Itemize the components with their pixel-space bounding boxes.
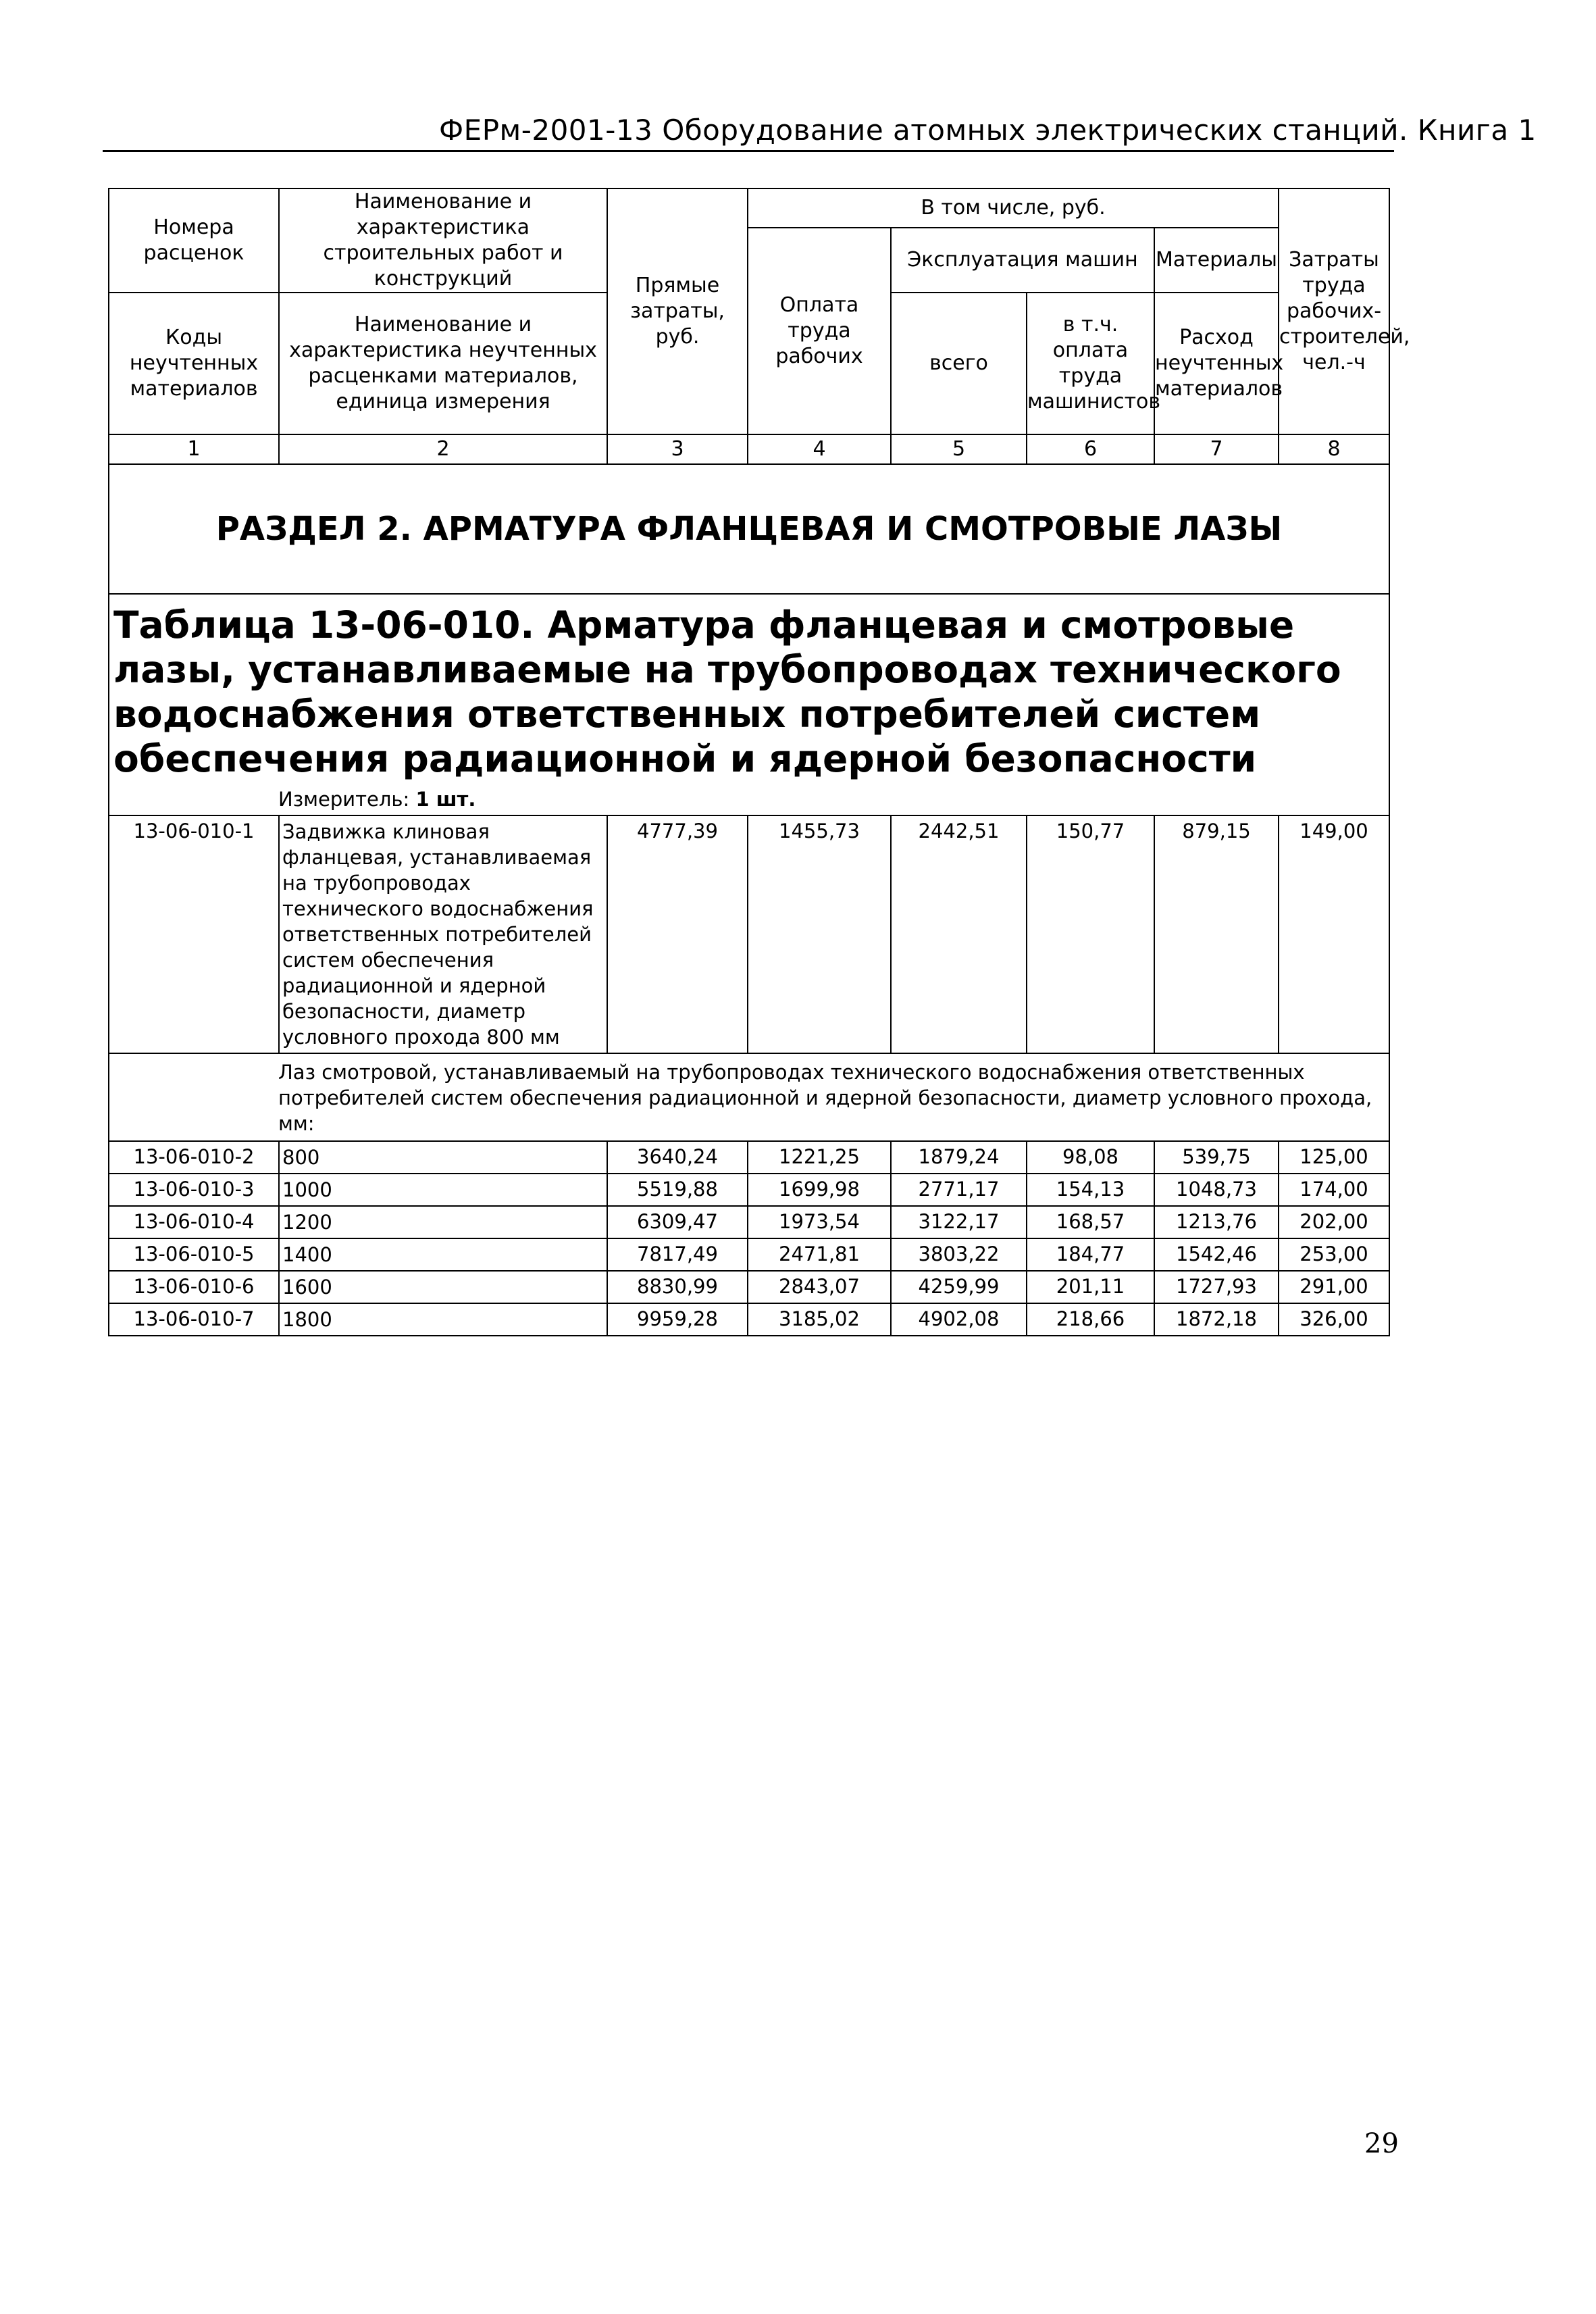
direct-costs: 8830,99 <box>607 1271 748 1303</box>
materials: 1872,18 <box>1154 1303 1279 1336</box>
group-row <box>109 1053 1389 1141</box>
machines-total: 4902,08 <box>891 1303 1027 1336</box>
header-work-name: Наименование и характеристика строительных работ и конструкций <box>279 188 607 293</box>
worker-pay: 1455,73 <box>748 815 891 1053</box>
section-title: РАЗДЕЛ 2. АРМАТУРА ФЛАНЦЕВАЯ И СМОТРОВЫЕ ЛАЗЫ <box>109 464 1389 594</box>
table-title: Таблица 13-06-010. Арматура фланцевая и смотровые лазы, устанавливаемые на трубопроводах технического водоснабжения ответственных потребителей систем обеспечения радиационной и ядерной безопасности <box>109 594 1389 781</box>
direct-costs: 6309,47 <box>607 1206 748 1238</box>
header-material-codes: Коды неучтенных материалов <box>109 293 279 434</box>
labor-costs: 326,00 <box>1279 1303 1389 1336</box>
col-number: 4 <box>748 434 891 464</box>
worker-pay: 1221,25 <box>748 1141 891 1174</box>
header-material-names: Наименование и характеристика неучтенных расценками материалов, единица измерения <box>279 293 607 434</box>
header-materials: Материалы <box>1154 228 1279 293</box>
page-number: 29 <box>1364 2128 1399 2159</box>
machines-total: 3122,17 <box>891 1206 1027 1238</box>
rates-table <box>108 188 1410 1336</box>
rate-code: 13-06-010-2 <box>109 1141 279 1174</box>
operator-pay: 150,77 <box>1027 815 1154 1053</box>
rate-code: 13-06-010-3 <box>109 1174 279 1206</box>
operator-pay: 184,77 <box>1027 1238 1154 1271</box>
column-number-row <box>109 434 1389 464</box>
operator-pay: 154,13 <box>1027 1174 1154 1206</box>
operator-pay: 98,08 <box>1027 1141 1154 1174</box>
machines-total: 4259,99 <box>891 1271 1027 1303</box>
labor-costs: 125,00 <box>1279 1141 1389 1174</box>
worker-pay: 1699,98 <box>748 1174 891 1206</box>
materials: 879,15 <box>1154 815 1279 1053</box>
rate-name: 1400 <box>279 1238 607 1271</box>
rate-code: 13-06-010-7 <box>109 1303 279 1336</box>
header-labor-costs: Затраты труда рабочих-строителей, чел.-ч <box>1279 188 1389 434</box>
header-machines-total: всего <box>891 293 1027 434</box>
table-row <box>109 1174 1389 1206</box>
rate-name: Задвижка клиновая фланцевая, устанавливаемая на трубопроводах технического водоснабжения ответственных потребителей систем обеспечения радиационной и ядерной безопасности, диаметр условного прохода 800 мм <box>279 815 607 1053</box>
operator-pay: 201,11 <box>1027 1271 1154 1303</box>
rate-code: 13-06-010-4 <box>109 1206 279 1238</box>
measure-row <box>109 781 1389 815</box>
table-row <box>109 1238 1389 1271</box>
header-rate-numbers: Номера расценок <box>109 188 279 293</box>
header-row-1 <box>109 188 1389 228</box>
machines-total: 1879,24 <box>891 1141 1027 1174</box>
direct-costs: 5519,88 <box>607 1174 748 1206</box>
labor-costs: 149,00 <box>1279 815 1389 1053</box>
materials: 1213,76 <box>1154 1206 1279 1238</box>
rate-code: 13-06-010-6 <box>109 1271 279 1303</box>
table-row <box>109 815 1389 1053</box>
worker-pay: 3185,02 <box>748 1303 891 1336</box>
rate-code: 13-06-010-5 <box>109 1238 279 1271</box>
page-header-title: ФЕРм-2001-13 Оборудование атомных электрических станций. Книга 1 <box>439 114 1537 147</box>
direct-costs: 9959,28 <box>607 1303 748 1336</box>
machines-total: 3803,22 <box>891 1238 1027 1271</box>
worker-pay: 1973,54 <box>748 1206 891 1238</box>
table-row <box>109 1206 1389 1238</box>
rate-name: 1800 <box>279 1303 607 1336</box>
group-description: Лаз смотровой, устанавливаемый на трубопроводах технического водоснабжения ответственных потребителей систем обеспечения радиационной и ядерной безопасности, диаметр условного прохода, мм: <box>109 1053 1389 1141</box>
header-worker-pay: Оплата труда рабочих <box>748 228 891 434</box>
col-number: 2 <box>279 434 607 464</box>
labor-costs: 174,00 <box>1279 1174 1389 1206</box>
rate-name: 1000 <box>279 1174 607 1206</box>
labor-costs: 202,00 <box>1279 1206 1389 1238</box>
rate-name: 1600 <box>279 1271 607 1303</box>
measure-label: Измеритель: <box>278 788 410 811</box>
section-row <box>109 464 1389 594</box>
rate-name: 800 <box>279 1141 607 1174</box>
direct-costs: 3640,24 <box>607 1141 748 1174</box>
rate-code: 13-06-010-1 <box>109 815 279 1053</box>
col-number: 8 <box>1279 434 1389 464</box>
header-direct-costs: Прямые затраты, руб. <box>607 188 748 434</box>
table-row <box>109 1271 1389 1303</box>
header-rule <box>103 150 1394 152</box>
table-title-row <box>109 594 1389 781</box>
header-operator-pay: в т.ч. оплата труда машинистов <box>1027 293 1154 434</box>
header-including: В том числе, руб. <box>748 188 1279 228</box>
labor-costs: 253,00 <box>1279 1238 1389 1271</box>
labor-costs: 291,00 <box>1279 1271 1389 1303</box>
materials: 1048,73 <box>1154 1174 1279 1206</box>
operator-pay: 168,57 <box>1027 1206 1154 1238</box>
col-number: 1 <box>109 434 279 464</box>
header-machines: Эксплуатация машин <box>891 228 1154 293</box>
col-number: 3 <box>607 434 748 464</box>
direct-costs: 7817,49 <box>607 1238 748 1271</box>
materials: 539,75 <box>1154 1141 1279 1174</box>
worker-pay: 2471,81 <box>748 1238 891 1271</box>
materials: 1542,46 <box>1154 1238 1279 1271</box>
materials: 1727,93 <box>1154 1271 1279 1303</box>
machines-total: 2771,17 <box>891 1174 1027 1206</box>
col-number: 5 <box>891 434 1027 464</box>
worker-pay: 2843,07 <box>748 1271 891 1303</box>
rate-name: 1200 <box>279 1206 607 1238</box>
table-row <box>109 1303 1389 1336</box>
col-number: 7 <box>1154 434 1279 464</box>
measure-value: 1 шт. <box>415 788 476 811</box>
measure-line <box>109 781 1389 815</box>
table-row <box>109 1141 1389 1174</box>
operator-pay: 218,66 <box>1027 1303 1154 1336</box>
direct-costs: 4777,39 <box>607 815 748 1053</box>
machines-total: 2442,51 <box>891 815 1027 1053</box>
header-material-consumption: Расход неучтенных материалов <box>1154 293 1279 434</box>
col-number: 6 <box>1027 434 1154 464</box>
